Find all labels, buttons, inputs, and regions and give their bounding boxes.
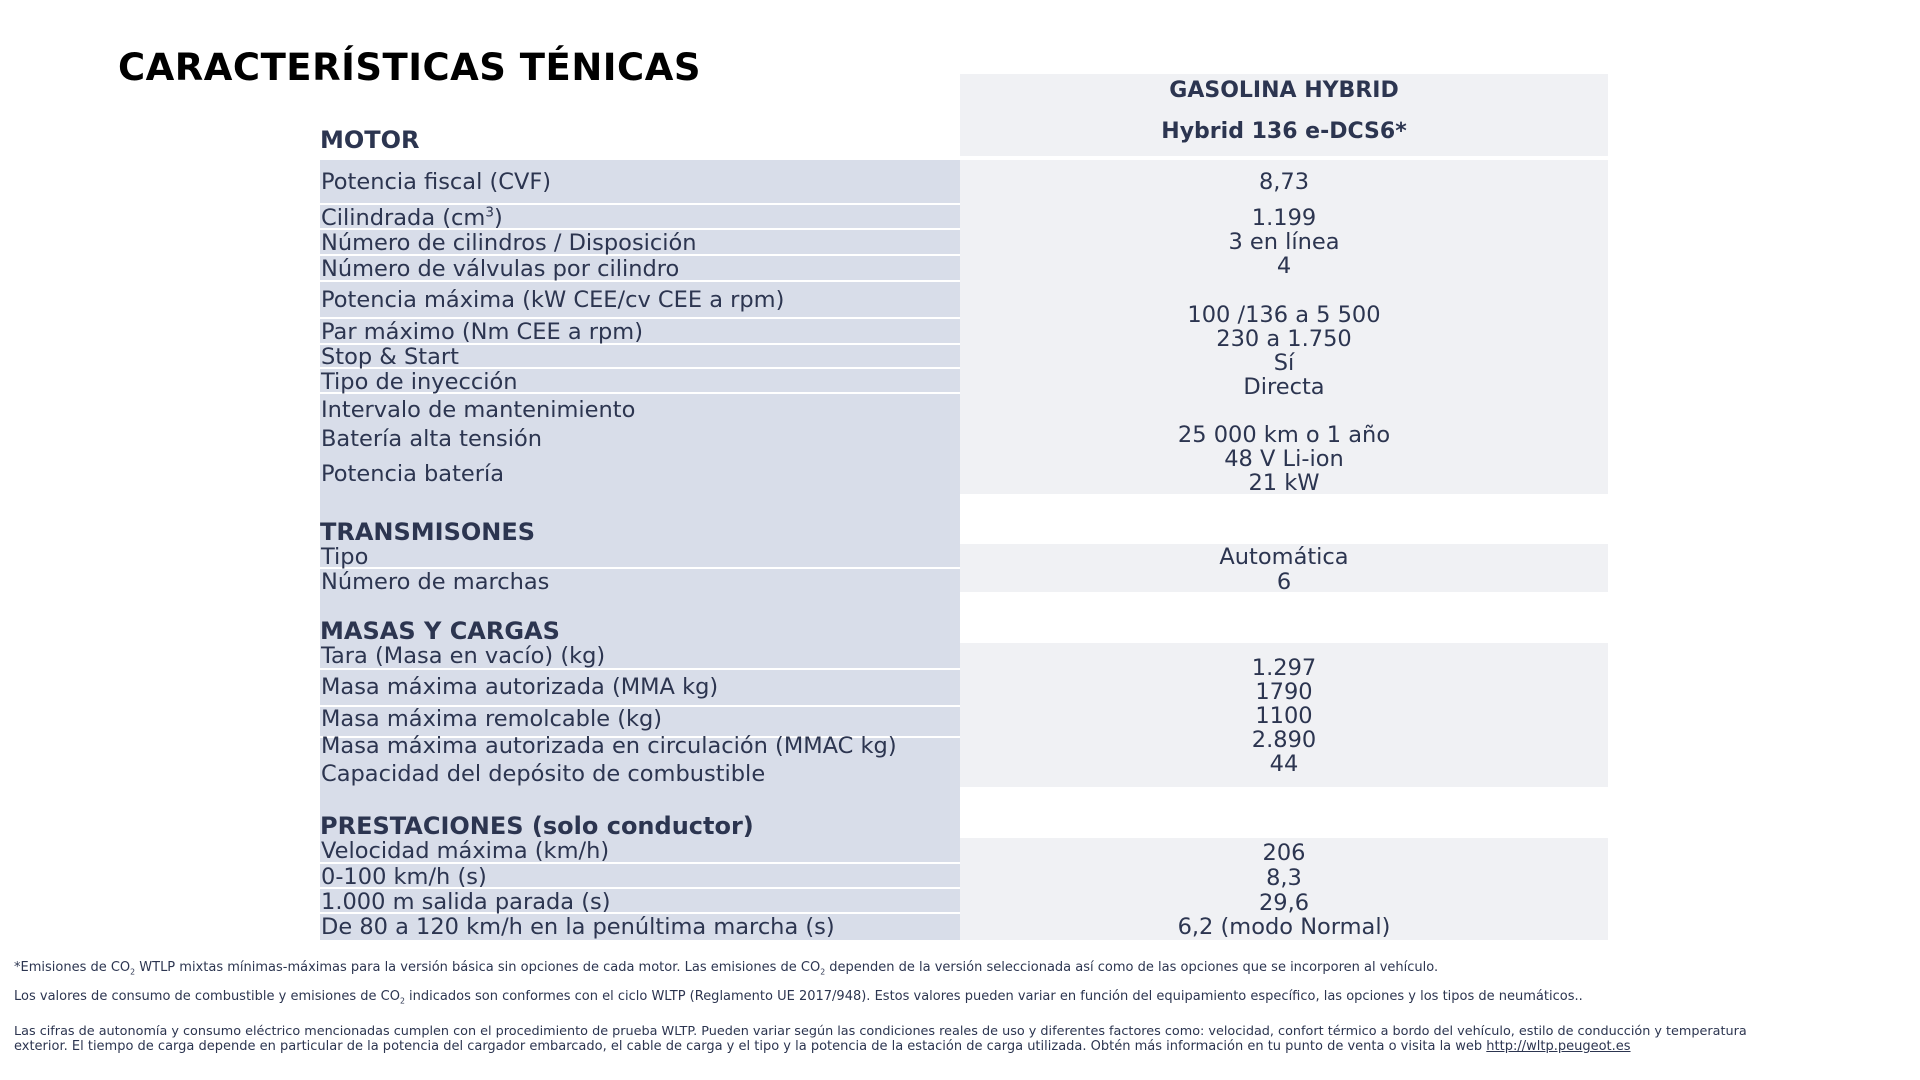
label-potencia-maxima: Potencia máxima (kW CEE/cv CEE a rpm) xyxy=(321,287,785,313)
column-subheader: Hybrid 136 e-DCS6* xyxy=(1161,119,1407,144)
value-potencia-maxima: 100 /136 a 5 500 xyxy=(1187,302,1381,328)
section-title-prestaciones: PRESTACIONES (solo conductor) xyxy=(320,812,754,840)
label-bateria: Batería alta tensión xyxy=(321,426,543,452)
label-tara: Tara (Masa en vacío) (kg) xyxy=(321,643,606,669)
label-mmac: Masa máxima autorizada en circulación (MMAC kg) xyxy=(321,733,897,759)
value-remolcable: 1100 xyxy=(1255,703,1313,729)
footnote-emisiones: *Emisiones de $CO_2$ WTLP mixtas mínimas-máximas para la versión básica sin opciones de cada motor. Las emisiones de $CO_2$ dependen de la versión seleccionada así como de las opciones que se incorporen al vehículo. xyxy=(14,960,1439,977)
value-tipo: Automática xyxy=(1219,544,1349,570)
label-salida-parada: 1.000 m salida parada (s) xyxy=(321,889,611,915)
label-aceleracion: 0-100 km/h (s) xyxy=(321,864,487,890)
label-valvulas: Número de válvulas por cilindro xyxy=(321,256,680,282)
value-mma: 1790 xyxy=(1255,679,1313,705)
label-deposito: Capacidad del depósito de combustible xyxy=(321,761,766,787)
value-recuperacion: 6,2 (modo Normal) xyxy=(1177,914,1391,940)
label-potencia-bateria: Potencia batería xyxy=(321,461,505,487)
label-potencia-fiscal: Potencia fiscal (CVF) xyxy=(321,169,552,195)
label-cilindros: Número de cilindros / Disposición xyxy=(321,230,697,256)
value-mantenimiento: 25 000 km o 1 año xyxy=(1177,422,1391,448)
page-title: CARACTERÍSTICAS TÉNICAS xyxy=(118,46,701,89)
section-title-masas: MASAS Y CARGAS xyxy=(320,617,560,645)
value-valvulas: 4 xyxy=(1276,253,1292,279)
value-stop-start: Sí xyxy=(1273,350,1295,376)
value-potencia-fiscal: 8,73 xyxy=(1258,169,1310,195)
section-title-motor: MOTOR xyxy=(320,126,420,154)
value-marchas: 6 xyxy=(1276,569,1292,595)
value-par-maximo: 230 a 1.750 xyxy=(1216,326,1352,352)
value-potencia-bateria: 21 kW xyxy=(1248,470,1320,496)
value-cilindros: 3 en línea xyxy=(1228,229,1340,255)
value-cilindrada: 1.199 xyxy=(1251,205,1317,231)
label-cilindrada: Cilindrada $(cm^3)$ xyxy=(321,204,503,231)
label-stop-start: Stop & Start xyxy=(321,344,459,370)
label-inyeccion: Tipo de inyección xyxy=(321,369,518,395)
label-remolcable: Masa máxima remolcable (kg) xyxy=(321,706,663,732)
value-salida-parada: 29,6 xyxy=(1258,890,1310,916)
footnote-autonomia-line1: Las cifras de autonomía y consumo eléctrico mencionadas cumplen con el procedimiento de prueba WLTP. Pueden variar según las condiciones reales de uso y diferentes factores como: velocidad, confort térmico a bordo del vehículo, estilo de conducción y temperatura xyxy=(14,1024,1747,1039)
label-mantenimiento: Intervalo de mantenimiento xyxy=(321,397,636,423)
label-marchas: Número de marchas xyxy=(321,569,550,595)
value-tara: 1.297 xyxy=(1251,655,1317,681)
column-header: GASOLINA HYBRID xyxy=(1169,78,1399,103)
label-recuperacion: De 80 a 120 km/h en la penúltima marcha (s) xyxy=(321,914,835,940)
label-velocidad: Velocidad máxima (km/h) xyxy=(321,838,610,864)
value-inyeccion: Directa xyxy=(1243,374,1325,400)
value-deposito: 44 xyxy=(1269,751,1299,777)
footnote-autonomia-line2: exterior. El tiempo de carga depende en particular de la potencia del cargador embarcado, el cable de carga y el tipo y la potencia de la estación de carga utilizada. Obtén más información en tu punto de venta o visita la web http://wltp.peugeot.es xyxy=(14,1039,1631,1054)
wltp-peugeot-link[interactable]: http://wltp.peugeot.es xyxy=(1486,1039,1631,1054)
value-aceleracion: 8,3 xyxy=(1266,865,1302,891)
section-title-transmisiones: TRANSMISONES xyxy=(320,518,536,546)
label-mma: Masa máxima autorizada (MMA kg) xyxy=(321,674,719,700)
value-mmac: 2.890 xyxy=(1251,727,1317,753)
label-par-maximo: Par máximo (Nm CEE a rpm) xyxy=(321,319,643,345)
footnote-wltp: Los valores de consumo de combustible y emisiones de $CO_2$ indicados son conformes con el ciclo WLTP (Reglamento UE 2017/948). Estos valores pueden variar en función del equipamiento específico, las opciones y los tipos de neumáticos.. xyxy=(14,989,1583,1006)
label-tipo: Tipo xyxy=(321,544,369,570)
value-velocidad: 206 xyxy=(1262,840,1306,866)
value-bateria: 48 V Li-ion xyxy=(1224,446,1344,472)
